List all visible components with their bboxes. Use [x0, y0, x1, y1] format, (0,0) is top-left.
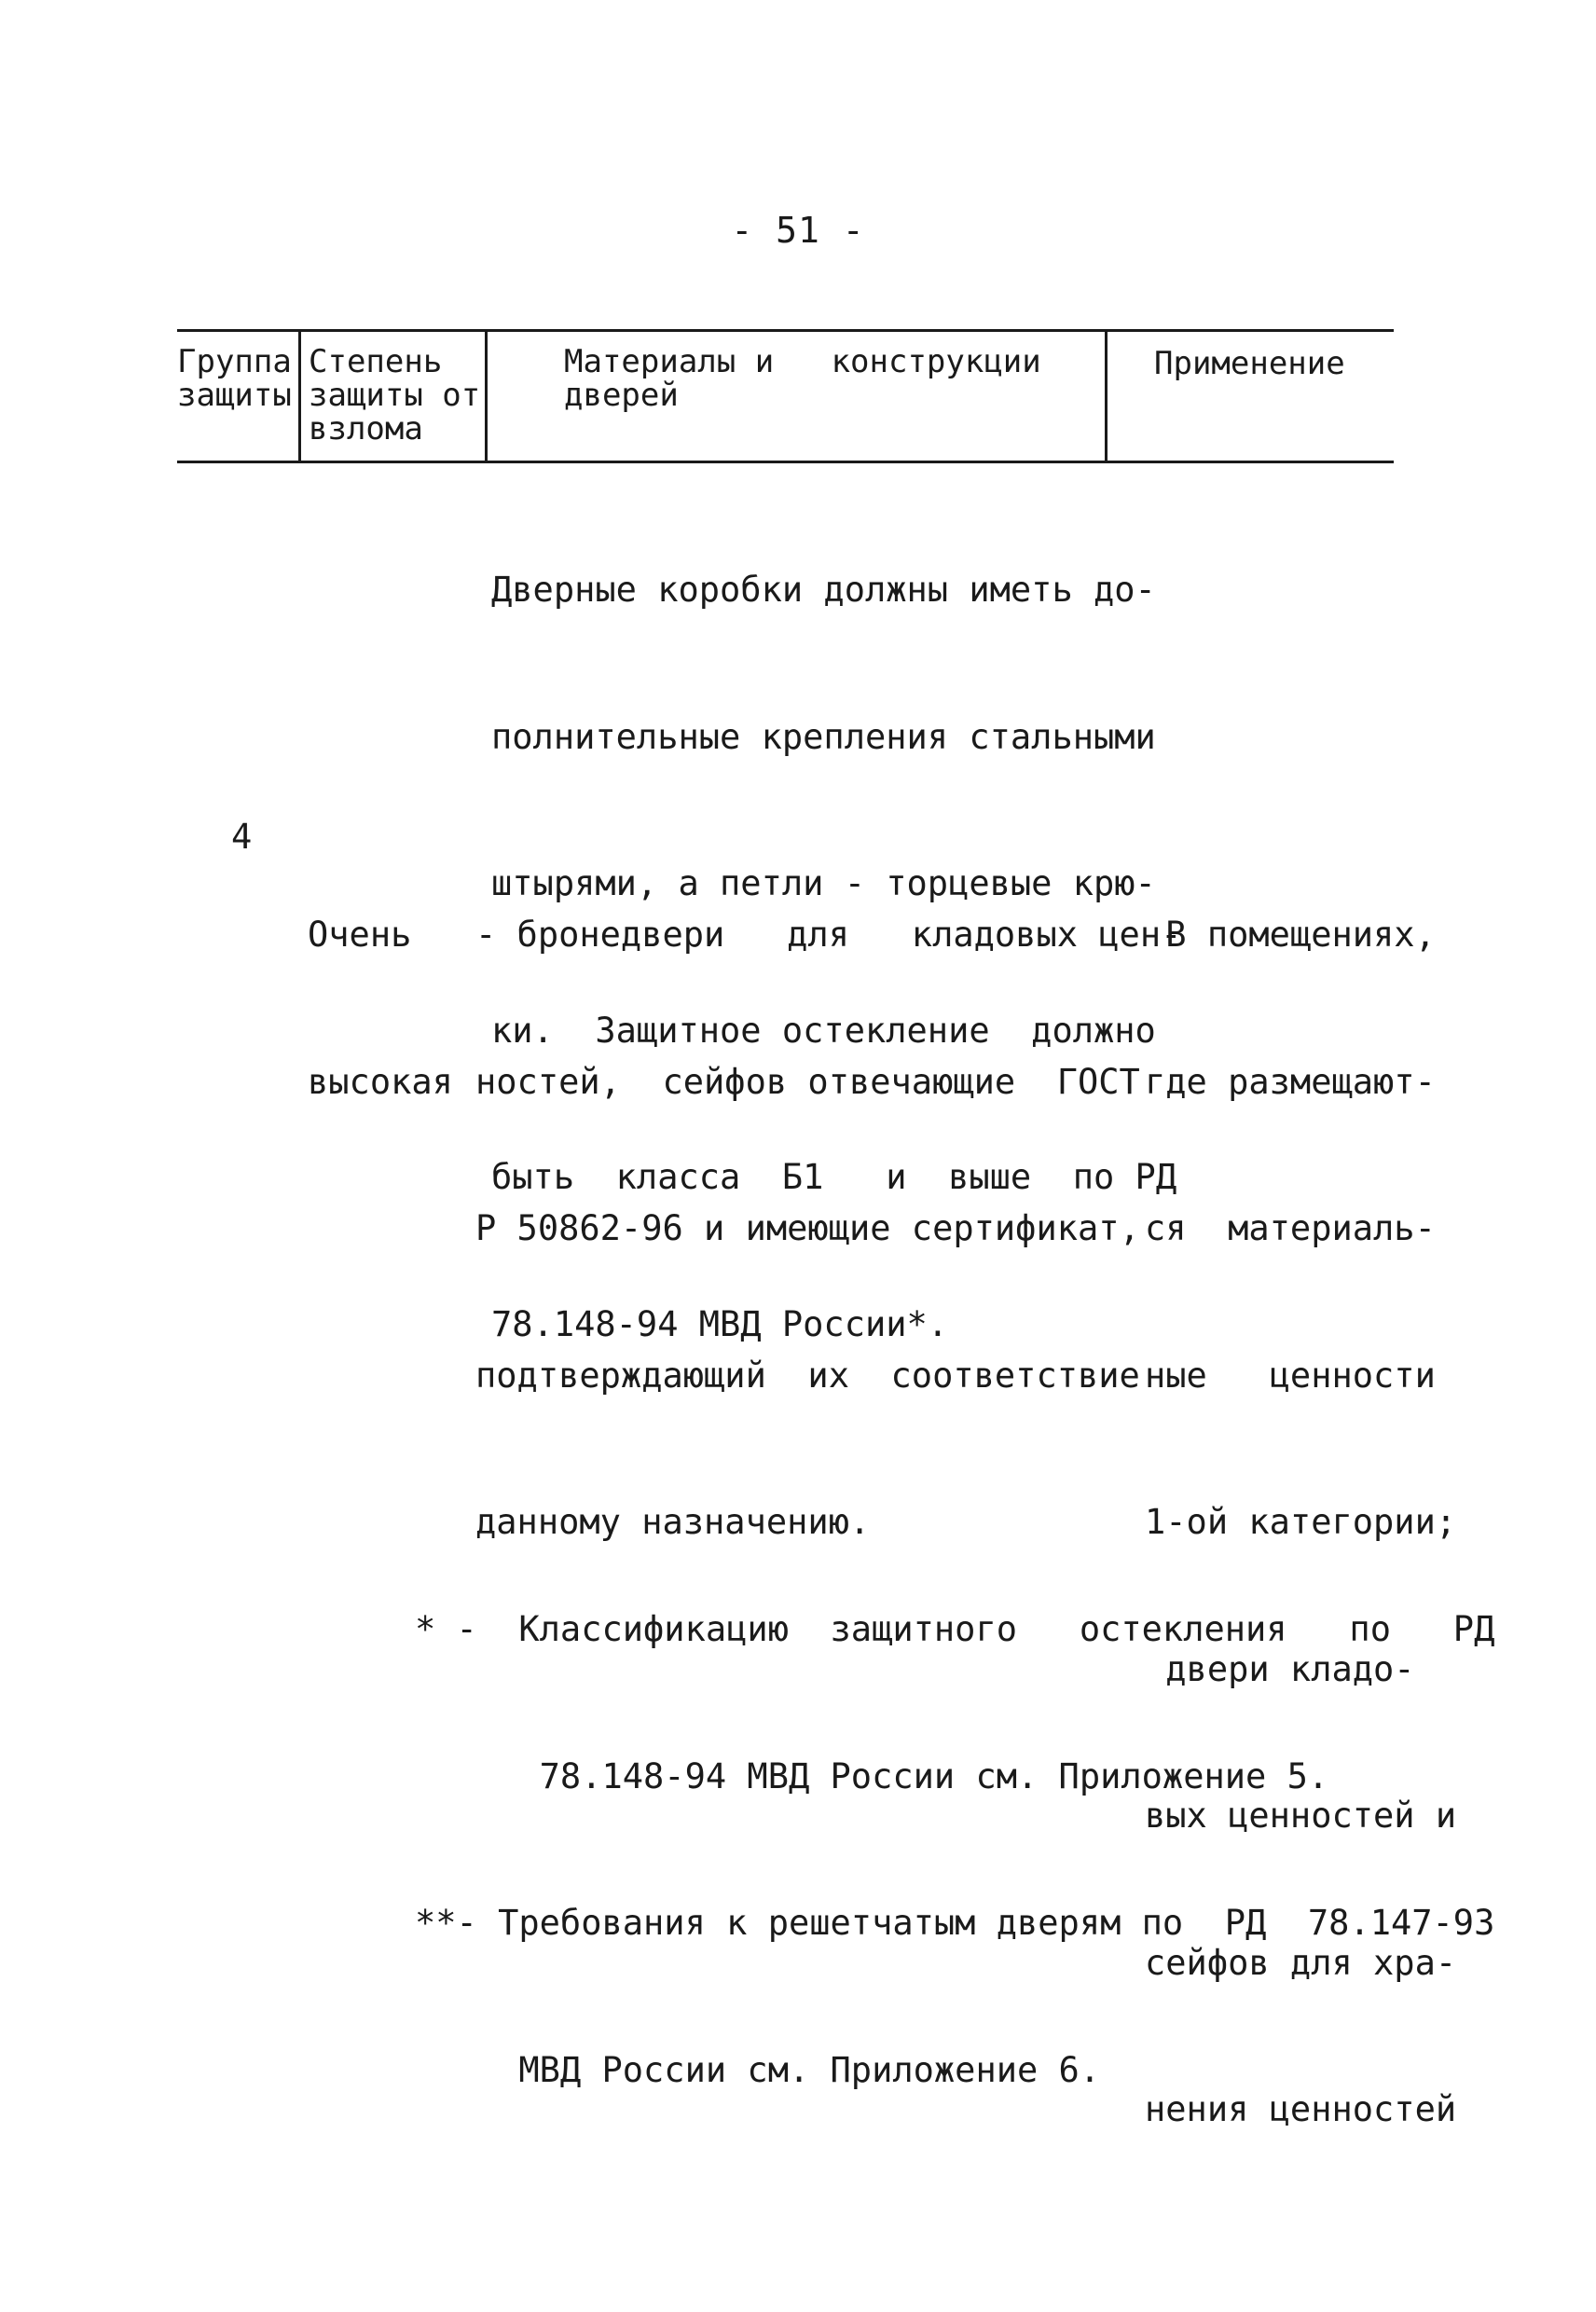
materials-line: - бронедвери для кладовых цен- — [475, 915, 1182, 955]
application-line: двери кладо- — [1145, 1648, 1415, 1689]
application-line: В помещениях, — [1145, 915, 1436, 955]
header-degree-line-2: защиты от — [309, 377, 481, 414]
header-application — [1105, 332, 1394, 461]
continuation-line: быть класса Б1 и выше по РД — [491, 1157, 1177, 1197]
row-protection-degree — [308, 813, 453, 1156]
application-line: сейфов для хра- — [1145, 1942, 1457, 1983]
continuation-line: полнительные крепления стальными — [491, 716, 1156, 757]
header-materials — [485, 332, 1105, 461]
application-line: нения ценностей — [1145, 2089, 1457, 2129]
header-degree-line-3: взлома — [309, 410, 423, 447]
footnote-line: 78.148-94 МВД России см. Приложение 5. — [415, 1755, 1329, 1796]
header-degree — [298, 332, 485, 461]
continuation-line: ки. Защитное остекление должно — [491, 1010, 1156, 1051]
header-application-label: Применение — [1154, 345, 1345, 382]
header-materials-line-2: дверей — [564, 377, 679, 414]
application-line: вых ценностей и — [1145, 1796, 1457, 1836]
header-group-line-2: защиты — [177, 377, 292, 414]
application-line: где размещают- — [1145, 1061, 1436, 1102]
materials-line: данному назначению. — [475, 1502, 871, 1542]
footnotes — [415, 1507, 1494, 2144]
continuation-line: Дверные коробки должны иметь до- — [491, 570, 1156, 610]
row-group-number: 4 — [231, 817, 253, 857]
footnote-line: **- Требования к решетчатым дверям по РД 78.147-93 — [415, 1903, 1495, 1943]
page-number: - 51 - — [731, 210, 865, 251]
materials-line: подтверждающий их соответствие — [475, 1355, 1140, 1396]
materials-line: Р 50862-96 и имеющие сертификат, — [475, 1208, 1140, 1248]
footnote-line: МВД России см. Приложение 6. — [415, 2049, 1101, 2090]
application-line: ные ценности — [1145, 1355, 1436, 1396]
header-materials-line-1: Материалы и конструкции — [564, 343, 1041, 380]
materials-line: ностей, сейфов отвечающие ГОСТ — [475, 1061, 1140, 1102]
header-group-line-1: Группа — [177, 343, 292, 380]
row-materials — [475, 813, 1181, 1596]
footnote-line: * - Классификацию защитного остекления по РД — [415, 1609, 1495, 1649]
degree-line: Очень — [308, 915, 412, 955]
application-line: ся материаль- — [1145, 1208, 1436, 1248]
continuation-line: штырями, а петли - торцевые крю- — [491, 863, 1156, 903]
continuation-line: 78.148-94 МВД России*. — [491, 1303, 949, 1344]
header-group — [177, 332, 298, 461]
degree-line: высокая — [308, 1061, 453, 1102]
application-line: 1-ой категории; — [1145, 1502, 1457, 1542]
table-header — [177, 329, 1394, 463]
header-degree-line-1: Степень — [309, 343, 443, 380]
